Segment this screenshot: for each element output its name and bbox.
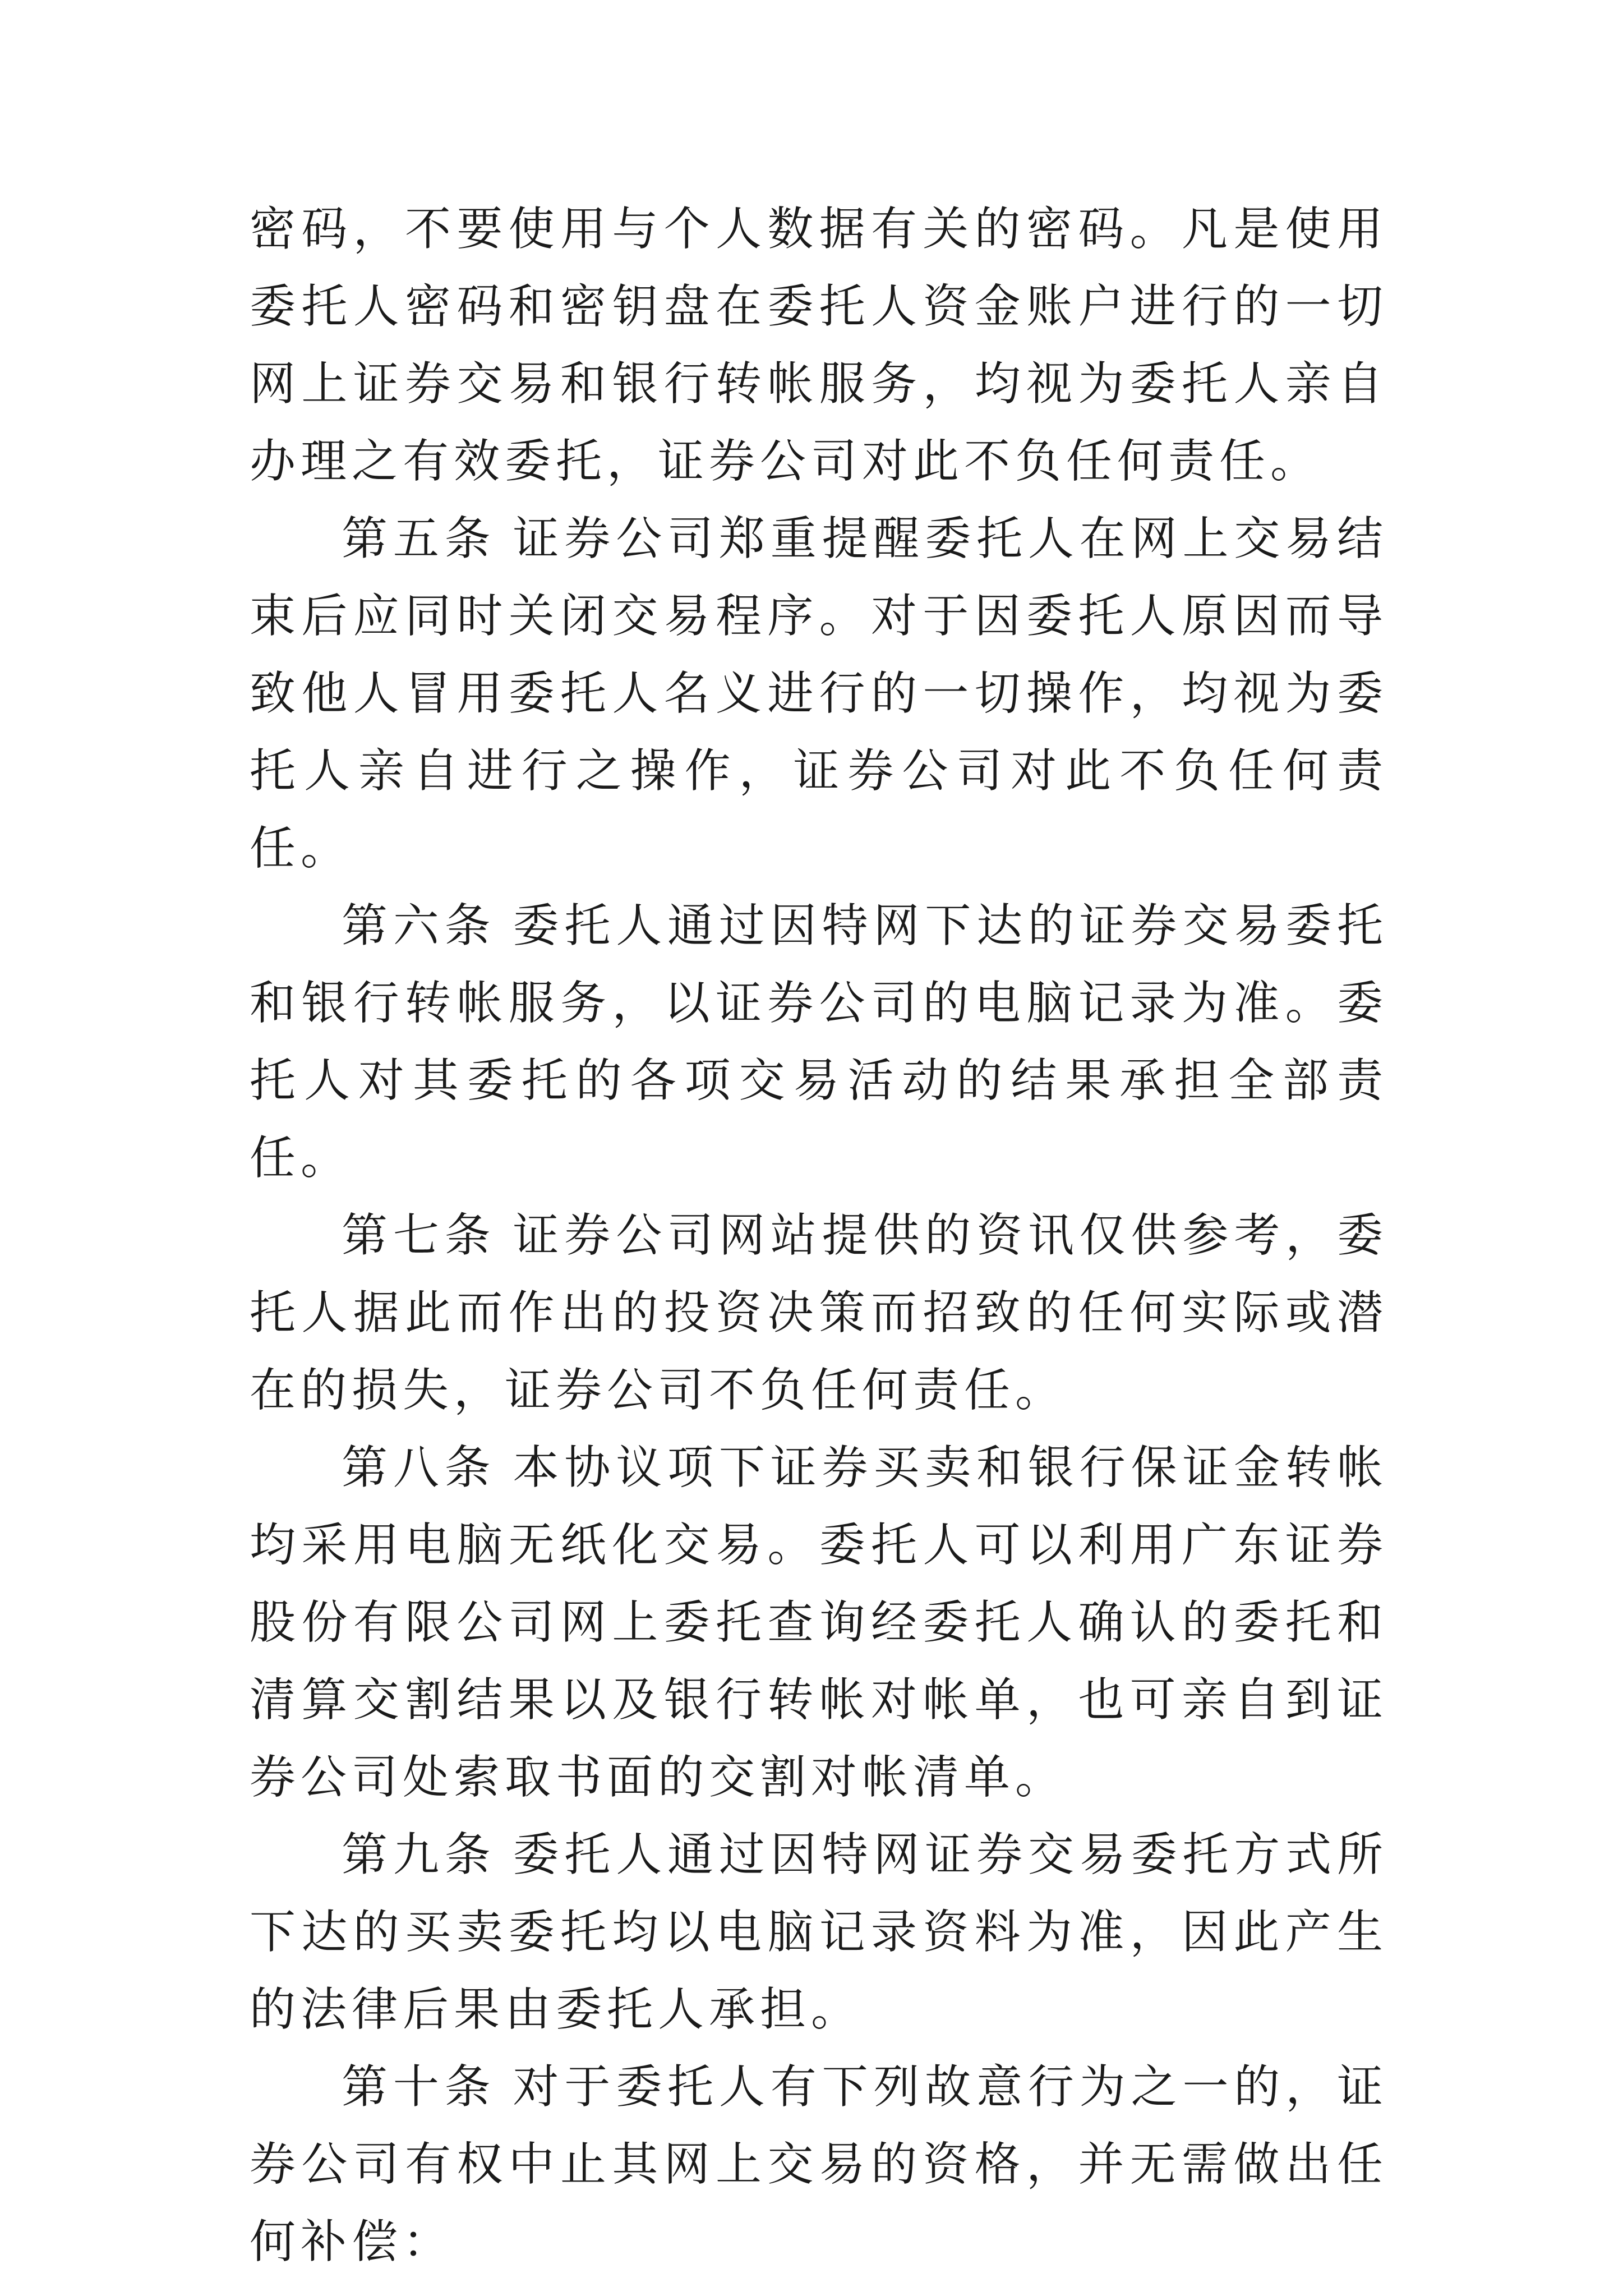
article-9 bbox=[250, 1816, 1388, 2049]
article-label: 第七条 bbox=[342, 1209, 496, 1262]
article-8 bbox=[250, 1429, 1388, 1816]
article-10 bbox=[250, 2049, 1388, 2281]
article-label: 第五条 bbox=[342, 512, 496, 565]
document-body bbox=[250, 191, 1388, 2281]
article-label: 第十条 bbox=[342, 2060, 496, 2114]
article-text: 证券公司郑重提醒委托人在网上交易结束后应同时关闭交易程序。对于因委托人原因而导致他人冒用委托人名义进行的一切操作，均视为委托人亲自进行之操作，证券公司对此不负任何责任。 bbox=[250, 512, 1388, 875]
article-text: 对于委托人有下列故意行为之一的，证券公司有权中止其网上交易的资格，并无需做出任何补偿： bbox=[250, 2060, 1388, 2269]
paragraph-text: 密码，不要使用与个人数据有关的密码。凡是使用委托人密码和密钥盘在委托人资金账户进行的一切网上证券交易和银行转帐服务，均视为委托人亲自办理之有效委托，证券公司对此不负任何责任。 bbox=[250, 203, 1388, 488]
article-label: 第九条 bbox=[342, 1828, 496, 1881]
article-label: 第六条 bbox=[342, 899, 496, 953]
article-text: 本协议项下证券买卖和银行保证金转帐均采用电脑无纸化交易。委托人可以利用广东证券股份有限公司网上委托查询经委托人确认的委托和清算交割结果以及银行转帐对帐单，也可亲自到证券公司处索取书面的交割对帐清单。 bbox=[250, 1441, 1388, 1804]
article-text: 委托人通过因特网下达的证券交易委托和银行转帐服务，以证券公司的电脑记录为准。委托人对其委托的各项交易活动的结果承担全部责任。 bbox=[250, 899, 1388, 1185]
article-5 bbox=[250, 500, 1388, 887]
article-7 bbox=[250, 1197, 1388, 1429]
article-6 bbox=[250, 887, 1388, 1197]
article-text: 证券公司网站提供的资讯仅供参考，委托人据此而作出的投资决策而招致的任何实际或潜在的损失，证券公司不负任何责任。 bbox=[250, 1209, 1388, 1417]
paragraph-continuation bbox=[250, 191, 1388, 500]
article-label: 第八条 bbox=[342, 1441, 496, 1494]
article-text: 委托人通过因特网证券交易委托方式所下达的买卖委托均以电脑记录资料为准，因此产生的法律后果由委托人承担。 bbox=[250, 1828, 1388, 2036]
